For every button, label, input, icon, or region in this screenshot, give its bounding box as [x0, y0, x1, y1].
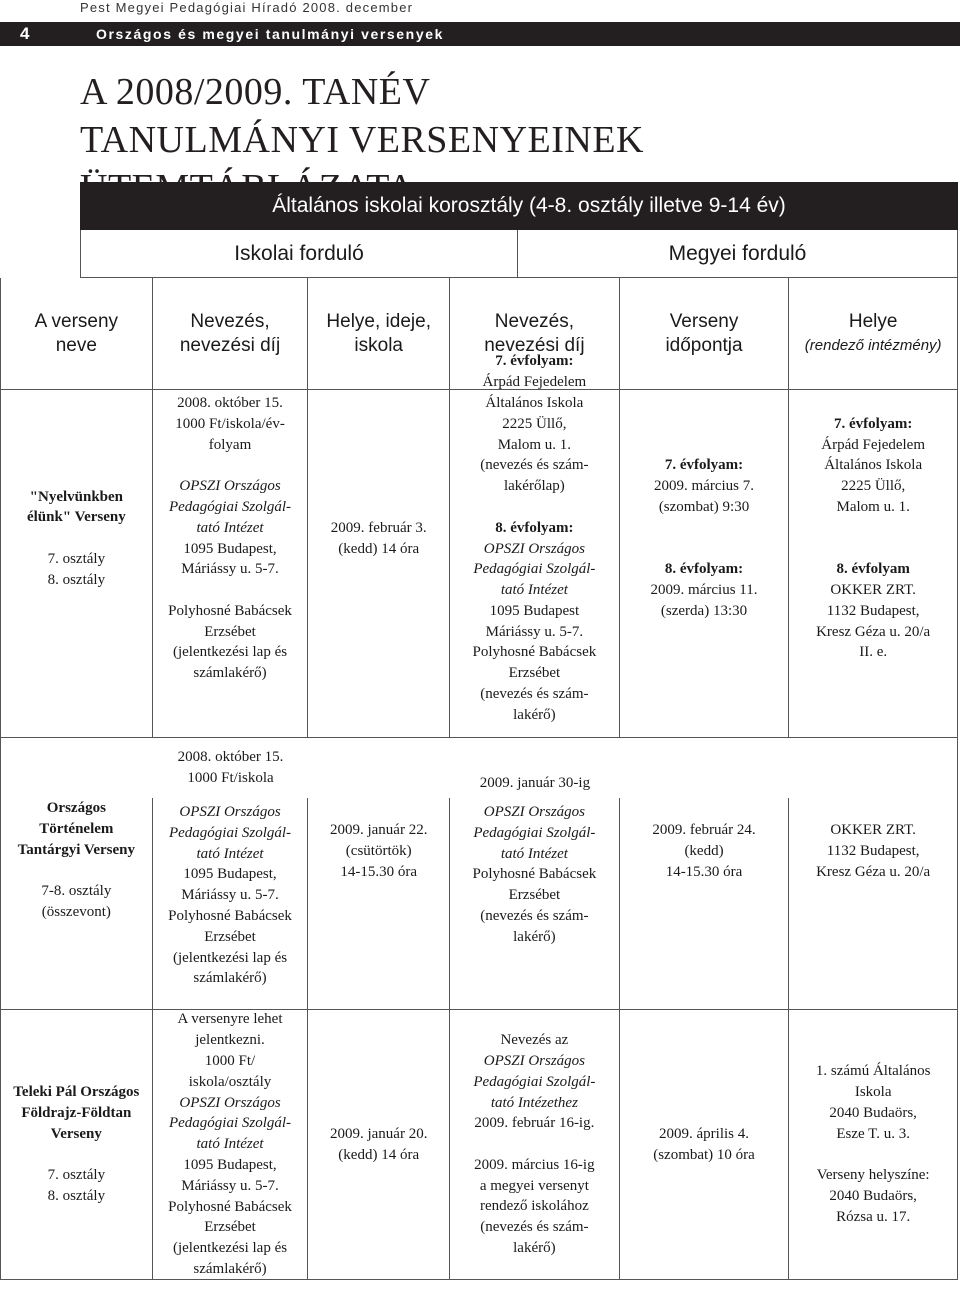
header-line: (rendező intézmény) [804, 336, 942, 354]
cell-line: 7. évfolyam: [664, 457, 744, 474]
cell-line: 1095 Budapest, [183, 1156, 277, 1173]
cell-line: (összevont) [41, 903, 111, 920]
header-line: Verseny [669, 310, 739, 332]
cell-line: "Nyelvünkben [29, 488, 124, 505]
table-row [0, 340, 958, 738]
cell-line: Erzsébet [204, 623, 256, 640]
page-number: 4 [20, 24, 30, 43]
cell-line: Pedagógiai Szolgál- [168, 824, 292, 841]
cell-line: 7-8. osztály [41, 883, 112, 900]
round-school: Iskolai forduló [81, 230, 518, 277]
cell-line: 7. osztály [47, 1167, 106, 1184]
header-line: Helye, ideje, [326, 310, 431, 332]
cell-line: 1000 Ft/iskola [187, 770, 274, 786]
cell-line: 1095 Budapest [489, 602, 580, 619]
cell-line: Esze T. u. 3. [836, 1125, 910, 1142]
cell-line: a megyei versenyt [479, 1177, 589, 1194]
cell-line: élünk" Verseny [26, 509, 126, 526]
cell-line: számlakérő) [193, 970, 267, 987]
cell-c3 [308, 798, 450, 1009]
cell-line: 8. évfolyam: [664, 561, 744, 578]
cell-line: Általános Iskola [824, 457, 923, 474]
table-row [0, 798, 958, 1010]
cell-line: tató Intézet [500, 582, 568, 599]
cell-line: OPSZI Országos [483, 1052, 586, 1069]
cell-c2 [153, 340, 309, 737]
cell-line: (kedd) 14 óra [338, 1146, 420, 1163]
cell-line: Verseny helyszíne: [816, 1167, 930, 1184]
cell-line: 1095 Budapest, [183, 540, 277, 557]
cell-line: 1095 Budapest, [183, 866, 277, 883]
cell-line: 2009. február 24. [652, 822, 756, 838]
section-bar [0, 22, 960, 46]
header-line: időpontja [665, 334, 743, 356]
cell-line: rendező iskolához [480, 1198, 589, 1215]
cell-line: Tantárgyi Verseny [17, 841, 136, 858]
cell-line: Országos [46, 800, 106, 816]
cell-line: 8. évfolyam [836, 561, 910, 578]
cell-line: tató Intézet [196, 1136, 264, 1153]
title-line-1: A 2008/2009. TANÉV [80, 71, 431, 113]
cell-line: 1000 Ft/ [204, 1052, 256, 1069]
cell-line: Pedagógiai Szolgál- [473, 561, 596, 578]
preface-cell [153, 738, 309, 798]
cell-line: OKKER ZRT. [830, 822, 916, 838]
cell-line: Polyhosné Babácsek [168, 1198, 292, 1215]
cell-line: Pedagógiai Szolgál- [168, 1115, 292, 1132]
cell-line: OPSZI Országos [483, 540, 586, 557]
header-line: nevezési díj [179, 334, 281, 356]
cell-c6 [789, 340, 957, 737]
cell-c4 [450, 798, 620, 1009]
cell-line: Erzsébet [204, 928, 256, 945]
header-line: iskola [354, 334, 403, 356]
cell-line: 2225 Üllő, [841, 478, 906, 495]
cell-line: 7. évfolyam: [495, 353, 574, 370]
cell-line: Máriássy u. 5-7. [181, 561, 279, 578]
cell-line: Polyhosné Babácsek [472, 644, 597, 661]
cell-line: 1. számú Általános [815, 1063, 931, 1080]
cell-line: (nevezés és szám- [480, 907, 589, 924]
cell-c5 [620, 340, 790, 737]
cell-c1 [1, 340, 153, 737]
cell-line: Pedagógiai Szolgál- [473, 824, 596, 841]
cell-line: 8. évfolyam: [495, 519, 574, 536]
table-rows [0, 340, 958, 1280]
cell-line: 2009. február 3. [330, 519, 427, 536]
cell-line: 14-15.30 óra [665, 863, 743, 880]
header-line: Nevezés, [494, 310, 574, 332]
cell-line: Történelem [39, 820, 114, 837]
cell-line: Polyhosné Babácsek [168, 602, 292, 619]
cell-line: 1132 Budapest, [826, 842, 920, 859]
cell-line: 7. évfolyam: [834, 415, 913, 432]
cell-line: Malom u. 1. [497, 436, 572, 453]
cell-line: Rózsa u. 17. [836, 1208, 911, 1225]
cell-line: (szerda) 13:30 [660, 602, 748, 619]
cell-line: 2008. október 15. [177, 749, 284, 766]
cell-c2 [153, 798, 309, 1009]
cell-line: 1000 Ft/iskola/év- [175, 415, 285, 432]
cell-line: tató Intézet [196, 519, 264, 536]
table-row [0, 1010, 958, 1280]
cell-line: 2225 Üllő, [502, 415, 567, 432]
round-county: Megyei forduló [668, 241, 807, 265]
table-row-preface [0, 738, 958, 798]
cell-line: 2009. január 30-ig [479, 775, 591, 792]
cell-line: Földrajz-Földtan [21, 1104, 132, 1121]
cell-line: (szombat) 10 óra [653, 1146, 755, 1163]
cell-line: (nevezés és szám- [480, 686, 589, 703]
cell-line: Nevezés az [500, 1032, 569, 1049]
cell-line: (nevezés és szám- [480, 457, 589, 474]
cell-line: lakérőlap) [503, 478, 565, 495]
cell-c3 [308, 340, 450, 737]
cell-line: Erzsébet [204, 1219, 256, 1236]
cell-line: 8. osztály [47, 571, 106, 588]
title-line-2: TANULMÁNYI VERSENYEINEK [80, 119, 644, 161]
cell-line: Kresz Géza u. 20/a [816, 623, 931, 640]
cell-line: Pedagógiai Szolgál- [168, 498, 292, 515]
preface-cell [308, 738, 450, 798]
cell-line: (kedd) [684, 842, 724, 859]
cell-line: lakérő) [513, 706, 556, 723]
cell-c6 [789, 1010, 957, 1279]
cell-line: (jelentkezési lap és [172, 949, 288, 966]
cell-line: jelentkezni. [195, 1032, 265, 1049]
cell-line: tató Intézet [500, 845, 568, 862]
cell-line: OPSZI Országos [179, 1094, 281, 1111]
cell-line: 2009. január 22. [329, 822, 428, 838]
cell-c6 [789, 798, 957, 1009]
cell-line: 7. osztály [47, 550, 106, 567]
preface-cell [620, 738, 790, 798]
cell-c5 [620, 1010, 790, 1279]
cell-line: tató Intézet [196, 845, 264, 862]
cell-c1 [1, 1010, 153, 1279]
cell-line: 2009. február 16-ig. [474, 1115, 595, 1132]
preface-cell [1, 738, 153, 798]
cell-line: Általános Iskola [485, 394, 584, 411]
cell-line: Árpád Fejedelem [482, 374, 587, 391]
cell-line: OPSZI Országos [179, 804, 281, 820]
cell-line: Iskola [854, 1084, 892, 1101]
cell-line: (nevezés és szám- [480, 1219, 589, 1236]
cell-line: Máriássy u. 5-7. [181, 887, 279, 904]
header-line: A verseny [34, 310, 119, 332]
cell-line: A versenyre lehet [177, 1011, 283, 1028]
cell-line: OPSZI Országos [179, 478, 281, 495]
cell-line: (kedd) 14 óra [338, 540, 420, 557]
cell-line: számlakérő) [193, 665, 267, 682]
header-line: neve [55, 334, 97, 356]
cell-line: Máriássy u. 5-7. [181, 1177, 279, 1194]
cell-line: Erzsébet [508, 665, 561, 682]
cell-line: Kresz Géza u. 20/a [816, 863, 931, 880]
preface-cell [789, 738, 957, 798]
level-bar: Általános iskolai korosztály (4-8. osztály illetve 9-14 év) [80, 182, 958, 230]
header-line: nevezési díj [484, 334, 585, 356]
cell-line: 2009. március 7. [654, 478, 755, 495]
cell-line: folyam [208, 436, 252, 453]
cell-line: 8. osztály [47, 1188, 106, 1205]
cell-line: Polyhosné Babácsek [472, 866, 597, 883]
section-title: Országos és megyei tanulmányi versenyek [96, 26, 444, 42]
cell-line: 1132 Budapest, [826, 602, 920, 619]
cell-line: 2040 Budaörs, [829, 1188, 917, 1205]
cell-line: lakérő) [513, 1240, 556, 1257]
page-header-line: Pest Megyei Pedagógiai Híradó 2008. december [80, 0, 414, 15]
cell-c3 [308, 1010, 450, 1279]
cell-line: II. e. [859, 644, 888, 661]
header-line: Nevezés, [190, 310, 270, 332]
cell-line: (jelentkezési lap és [172, 1240, 288, 1257]
cell-line: iskola/osztály [188, 1073, 272, 1090]
cell-line: Árpád Fejedelem [821, 436, 926, 453]
cell-line: 14-15.30 óra [340, 863, 418, 880]
cell-c5 [620, 798, 790, 1009]
cell-line: 2009. január 20. [329, 1125, 428, 1142]
cell-line: 2009. március 16-ig [474, 1156, 595, 1173]
cell-line: OKKER ZRT. [830, 582, 916, 599]
cell-line: Malom u. 1. [836, 498, 910, 515]
preface-cell [450, 738, 620, 798]
cell-c2 [153, 1010, 309, 1279]
cell-line: (szombat) 9:30 [658, 498, 750, 515]
cell-line: Polyhosné Babácsek [168, 907, 292, 924]
cell-line: 2009. április 4. [659, 1125, 750, 1142]
cell-line: Teleki Pál Országos [13, 1084, 140, 1101]
cell-line: Máriássy u. 5-7. [485, 623, 584, 640]
cell-line: OPSZI Országos [483, 804, 586, 820]
cell-line: 2008. október 15. [177, 394, 283, 411]
cell-line: (csütörtök) [345, 842, 412, 859]
round-row [80, 230, 958, 278]
cell-c1 [1, 798, 153, 1009]
header-line: Helye [848, 310, 898, 332]
cell-line: Pedagógiai Szolgál- [473, 1073, 596, 1090]
cell-line: 2040 Budaörs, [829, 1104, 917, 1121]
cell-line: 2009. március 11. [650, 582, 758, 599]
cell-line: tató Intézethez [490, 1094, 578, 1111]
cell-c4 [450, 340, 620, 737]
cell-line: (jelentkezési lap és [172, 644, 288, 661]
cell-line: számlakérő) [193, 1260, 267, 1277]
cell-line: Erzsébet [508, 887, 561, 904]
cell-line: Verseny [50, 1125, 102, 1142]
cell-line: lakérő) [513, 928, 556, 945]
cell-c4 [450, 1010, 620, 1279]
